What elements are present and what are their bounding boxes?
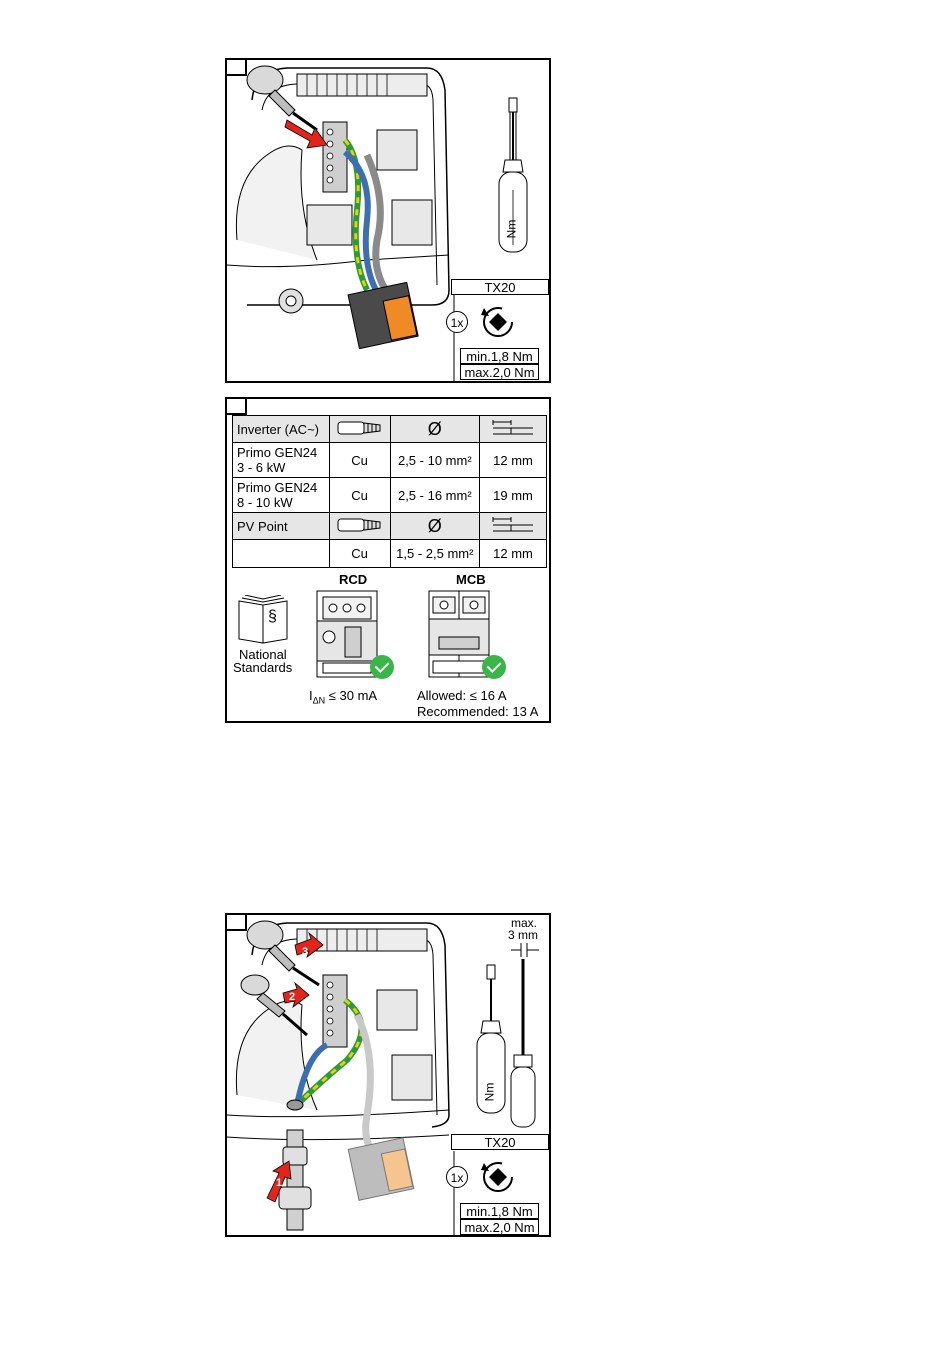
screwdriver-marking: Nm: [504, 219, 519, 239]
specification-panel: [225, 397, 551, 723]
step-number-3: 3: [302, 946, 309, 958]
rcd-approved-check-icon: [370, 655, 394, 679]
table-cell-range: 2,5 - 16 mm²: [390, 478, 480, 513]
step-number-1: 1: [276, 1177, 283, 1189]
table-cell-material: Cu: [329, 443, 390, 478]
mcb-approved-check-icon: [482, 655, 506, 679]
repeat-count-badge: 1x: [446, 1166, 468, 1188]
mcb-recommended: Recommended: 13 A: [417, 704, 539, 719]
cable-spec-table: [232, 415, 547, 568]
standards-book-icon: [235, 595, 295, 647]
rcd-condition-value: ≤ 30 mA: [328, 688, 378, 703]
table-row: [233, 540, 547, 568]
table-row: [233, 478, 547, 513]
tool-size-label: TX20: [451, 279, 549, 295]
standards-label-line2: Standards: [233, 660, 293, 675]
table-row: [233, 513, 547, 540]
table-cell-label: [233, 540, 330, 568]
standards-label-line1: National: [239, 647, 287, 662]
gap-label-line2: 3 mm: [508, 928, 538, 942]
table-cell-material: Cu: [329, 478, 390, 513]
mcb-allowed: Allowed: ≤ 16 A: [417, 688, 507, 703]
cable-icon: [329, 416, 390, 443]
torque-max-label: max.2,0 Nm: [460, 1219, 539, 1235]
tool-size-label: TX20: [451, 1134, 549, 1150]
section-symbol: §: [268, 608, 277, 625]
panel-corner-marker: [225, 397, 247, 415]
table-row: [233, 443, 547, 478]
table-cell-label: Inverter (AC~): [233, 416, 330, 443]
rcd-condition: [309, 688, 377, 706]
gap-label-line1: max.: [511, 916, 538, 930]
table-row: [233, 416, 547, 443]
table-cell-label: PV Point: [233, 513, 330, 540]
connection-illustration: [227, 60, 549, 381]
rcd-title: RCD: [339, 572, 368, 587]
strip-length-icon: [480, 416, 547, 443]
torque-min-label: min.1,8 Nm: [460, 1203, 539, 1219]
cable-icon: [329, 513, 390, 540]
table-cell-strip: 12 mm: [480, 540, 547, 568]
table-cell-label: Primo GEN24 3 - 6 kW: [233, 443, 330, 478]
table-cell-range: 1,5 - 2,5 mm²: [390, 540, 480, 568]
torque-max-label: max.2,0 Nm: [460, 364, 539, 380]
table-cell-strip: 19 mm: [480, 478, 547, 513]
strip-length-icon: [480, 513, 547, 540]
table-cell-range: 2,5 - 10 mm²: [390, 443, 480, 478]
diameter-symbol: Ø: [390, 416, 480, 443]
table-cell-material: Cu: [329, 540, 390, 568]
torque-min-label: min.1,8 Nm: [460, 348, 539, 364]
illustration-panel-1: [225, 58, 551, 383]
step-number-2: 2: [289, 991, 296, 1003]
diameter-symbol: Ø: [390, 513, 480, 540]
illustration-panel-3: [225, 913, 551, 1237]
screwdriver-marking: Nm: [482, 1082, 497, 1102]
table-cell-strip: 12 mm: [480, 443, 547, 478]
table-cell-label: Primo GEN24 8 - 10 kW: [233, 478, 330, 513]
repeat-count-badge: 1x: [446, 311, 468, 333]
mcb-title: MCB: [456, 572, 486, 587]
rcd-current-subscript: ΔN: [312, 695, 326, 706]
rcd-current-symbol: I: [309, 688, 313, 703]
